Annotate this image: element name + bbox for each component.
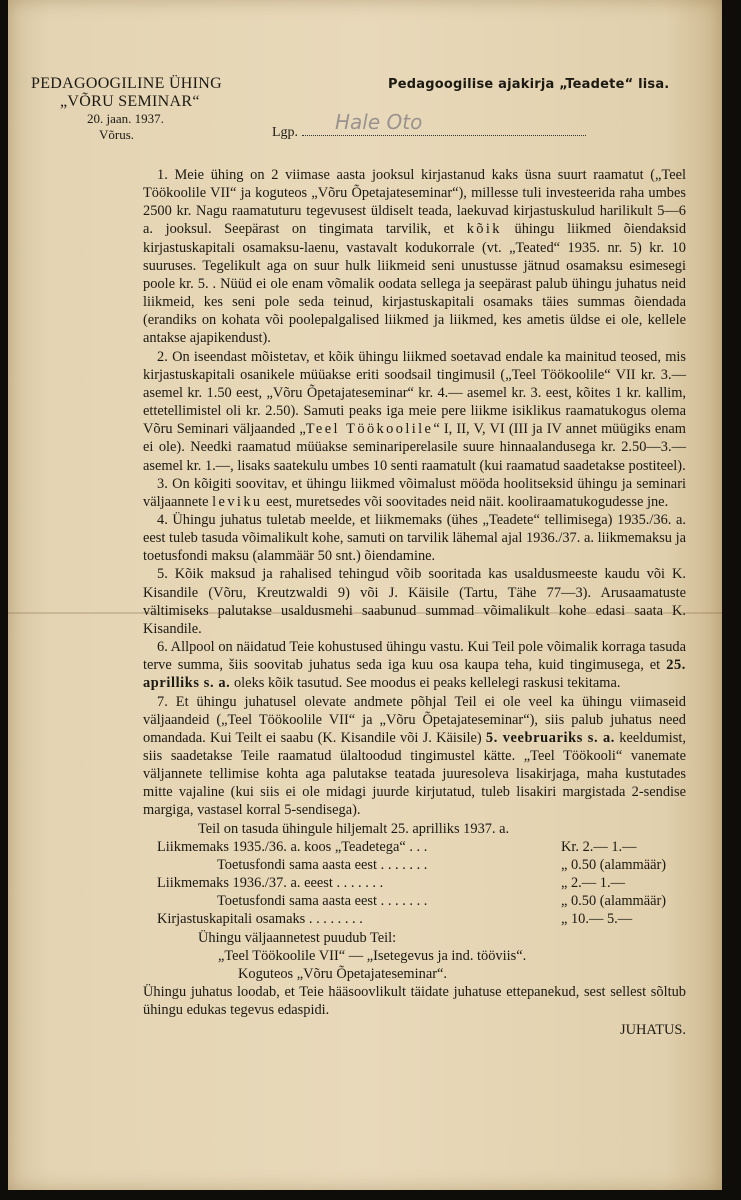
paragraph-3: 3. On kõigiti soovitav, et ühingu liikmed võimalust mööda hoolitseksid ühingu ja seminari väljaannete leviku eest, muretsedes või soovitades neid näit. kooliraamatukogudesse jne. (143, 475, 686, 510)
document-date: 20. jaan. 1937. (87, 111, 164, 126)
dues-row: Toetusfondi sama aasta eest . . . . . . . „ 0.50 (alammäär) (217, 893, 667, 910)
lgp-field (272, 123, 586, 141)
paragraph-6: 6. Allpool on näidatud Teie kohustused ühingu vastu. Kui Teil pole võimalik korraga tasuda terve summa, šiis soovitab juhatus seda iga kuu osa kaupa teha, kuid tingimusega, et 25. aprilliks s. a. oleks kõik tasutud. See moodus ei peaks kellelegi raskusi tekitama. (143, 639, 686, 692)
missing-item-1: „Teel Töökoolile VII“ — „Isetegevus ja ind. tööviis“. (218, 947, 527, 964)
signature: JUHATUS. (620, 1022, 686, 1039)
document-place: Võrus. (99, 127, 135, 142)
paragraph-5: 5. Kõik maksud ja rahalised tehingud võib sooritada kas usaldusmeeste kaudu või K. Kisandile (Võru, Kreutzwaldi 9) või J. Käisile (Tartu, Tähe 77—3). Arusaamatuste vältimiseks palutakse usaldusmehi saabunud summad võimalikult kohe edasi saata K. Kisandile. (143, 566, 686, 637)
dues-row: Toetusfondi sama aasta eest . . . . . . . „ 0.50 (alammäär) (217, 856, 667, 873)
deadline-bold: 5. veebruariks s. a. (485, 729, 615, 746)
spaced-word: leviku (212, 493, 263, 510)
closing-text: Ühingu juhatus loodab, et Teie hääsoovlikult täidate juhatuse ettepanekud, sest sellest sõltub ühingu edukas tegevus edaspidi. (143, 984, 686, 1019)
org-name-line2: „VÕRU SEMINAR“ (60, 93, 200, 110)
spaced-word: Teel Töökoolile (305, 421, 434, 438)
dues-table (143, 838, 686, 929)
letter-body (143, 166, 686, 1040)
paragraph-1: 1. Meie ühing on 2 viimase aasta jooksul kirjastanud kaks üsna suurt raamatut („Teel Töökoolile VII“ ja koguteos „Võru Õpetajateseminar“), millesse tuli investeerida raha umbes 2500 kr. Nagu raamatuturu tegevusest üldiselt teada, laekuvad kirjastuskulud harilikult 5—6 a. jooksul. Seepärast on tingimata tarvilik, et kõik ühingu liikmed õiendaksid kirjastuskapitali osamaksu-laenu, vastavalt kodukorrale (vt. „Teated“ 1935. nr. 5) kr. 10 suuruses. Tegelikult aga on suur hulk liikmeid seni unustusse jätnud osamaksu esimesegi poole kr. 5. . Nüüd ei ole enam võmalik oodata sellega ja seepärast palub ühingu juhatus neid liikmeid, kes seni pole seda teinud, kirjastuskapitali osamaks täies summas õiendada (erandiks on kohata või poolepalgalised liikmed ja liikmed, kes ametis üldse ei ole, kellele antakse ajapikendust). (143, 167, 687, 347)
missing-item-2: Koguteos „Võru Õpetajateseminar“. (238, 965, 447, 982)
paragraph-7: 7. Et ühingu juhatusel olevate andmete põhjal Teil ei ole veel ka ühingu viimaseid väljaandeid („Teel Töökoolile VII“ ja „Võru Õpetajateseminar“), siis palub juhatus need omandada. Kui Teilt ei saabu (K. Kisandile või J. Käisile) 5. veebruariks s. a. keeldumist, siis saadetakse Teile raamatud ülaltoodud tingimustel kätte. „Teel Töökooli“ vanemate väljannete tellimise kohta aga palutakse teatada juuresoleva lisakirjaga, maha kustutades mitte vajaline (kui siis ei ole midagi juurde kirjutatud, tuleb lisakiri margistada 2-sendise margiga, vastasel korral 5-sendisega). (143, 693, 686, 819)
org-name-line1: PEDAGOOGILINE ÜHING (31, 75, 223, 92)
paragraph-2: 2. On iseendast mõistetav, et kõik ühingu liikmed soetavad endale ka mainitud teosed, mis kirjastuskapitali osanikele müüakse eriti soodsail tingimusil („Teel Töökoolile“ VII kr. 3.— asemel kr. 1.50 eest, „Võru Õpetajateseminar“ kr. 4.— asemel kr. 3. eest, kõites 1 kr. kallim, ettetellimistel oli kr. 2.50). Samuti peaks iga meie pere liikme isiklikus raamatukogus olema Võru Seminari väljaanded „Teel Töökoolile“ I, II, V, VI (III ja IV annet müügiks enam ei ole). Needki raamatud müüakse seminariperelasile suure hinnaalandusega kr. 2.50—3.— asemel kr. 1.—, lisaks saatekulu umbes 10 senti raamatult (kui raamatud saadetakse postiteel). (143, 348, 686, 474)
dues-intro: Teil on tasuda ühingule hiljemalt 25. aprilliks 1937. a. (198, 820, 510, 837)
spaced-word: kõik (466, 221, 502, 238)
handwritten-recipient: Hale Oto (335, 110, 423, 134)
deadline-bold: 25. aprilliks s. a. (143, 657, 686, 692)
missing-intro: Ühingu väljaannetest puudub Teil: (198, 929, 397, 946)
dues-row: Kirjastuskapitali osamaks . . . . . . . . „ 10.— 5.— (157, 911, 633, 928)
supplement-title: Pedagoogilise ajakirja „Teadete“ lisa. (388, 77, 670, 92)
dues-row: Liikmemaks 1936./37. a. eeest . . . . . . . „ 2.— 1.— (157, 875, 625, 892)
paragraph-4: 4. Ühingu juhatus tuletab meelde, et liikmemaks (ühes „Teadete“ tellimisega) 1935./36. a. eest tuleb tasuda võimalikult kohe, samuti on tarvilik lähemal ajal 1936./37. a. liikmemaksu ja toetusfondi maksu (alammäär 50 snt.) õiendamine. (143, 511, 686, 565)
lgp-label: Lgp. (272, 125, 299, 140)
dues-row: Liikmemaks 1935./36. a. koos „Teadetega“ . . . Kr. 2.— 1.— (157, 838, 637, 855)
